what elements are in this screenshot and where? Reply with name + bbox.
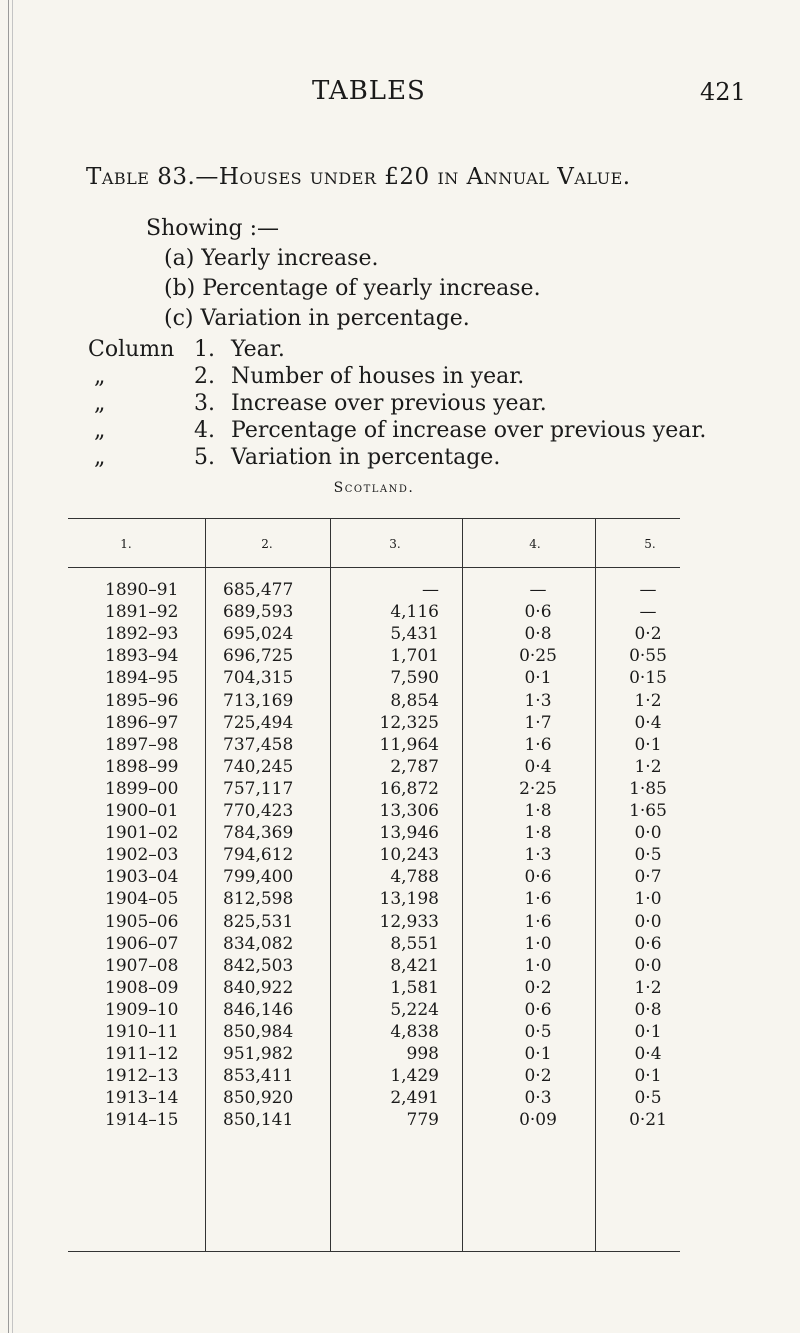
percent-increase-cell: 0·6 <box>524 999 552 1020</box>
houses-cell: 770,423 <box>223 801 294 821</box>
table-row <box>0 668 800 690</box>
table-row <box>0 1000 800 1022</box>
percent-increase-cell: 0·2 <box>524 977 552 998</box>
column-lead: Column <box>88 337 175 362</box>
increase-value: 5,224 <box>390 999 439 1020</box>
variation-cell: 0·5 <box>634 1088 662 1109</box>
houses-cell: 685,477 <box>223 580 294 600</box>
houses-cell: 850,984 <box>223 1022 294 1042</box>
year-cell: 1892–93 <box>105 624 179 645</box>
increase-value: 1,581 <box>390 977 439 998</box>
percent-increase-cell: 0·25 <box>519 646 557 667</box>
percent-increase-cell: 1·6 <box>524 911 552 932</box>
houses-cell: 799,400 <box>223 867 294 888</box>
column-legend-item <box>88 337 706 364</box>
increase-value: 4,788 <box>390 867 439 888</box>
table-row <box>0 1088 800 1110</box>
table-row <box>0 912 800 934</box>
year-cell: 1893–94 <box>105 646 179 667</box>
percent-increase-cell: 0·5 <box>524 1022 552 1042</box>
ditto-mark: „ <box>94 445 106 470</box>
column-header: 2. <box>261 537 273 551</box>
year-cell: 1890–91 <box>105 580 179 600</box>
houses-cell: 834,082 <box>223 933 294 954</box>
percent-increase-cell: 1·3 <box>524 845 552 866</box>
houses-cell: 757,117 <box>223 778 294 799</box>
column-legend <box>88 337 706 472</box>
table-row <box>0 580 800 602</box>
houses-cell: 737,458 <box>223 734 294 755</box>
percent-increase-cell: 1·3 <box>524 690 552 711</box>
table-bottom-rule <box>68 1251 680 1252</box>
variation-cell: 0·55 <box>629 646 667 667</box>
variation-cell: 0·0 <box>634 911 662 932</box>
column-legend-item <box>88 418 706 445</box>
percent-increase-cell: 2·25 <box>519 778 557 799</box>
year-cell: 1909–10 <box>105 999 179 1020</box>
percent-increase-cell: 0·1 <box>524 1044 552 1065</box>
table-top-rule <box>68 518 680 519</box>
column-description: Percentage of increase over previous year. <box>231 418 707 443</box>
increase-value: — <box>422 580 439 600</box>
houses-cell: 842,503 <box>223 955 294 976</box>
showing-list <box>146 214 541 334</box>
variation-cell: 0·1 <box>634 1066 662 1087</box>
table-row <box>0 646 800 668</box>
year-cell: 1914–15 <box>105 1110 179 1131</box>
percent-increase-cell: 1·6 <box>524 734 552 755</box>
column-legend-item <box>88 445 706 472</box>
variation-cell: 0·8 <box>634 999 662 1020</box>
variation-cell: 0·1 <box>634 1022 662 1042</box>
table-row <box>0 801 800 823</box>
variation-cell: 1·0 <box>634 889 662 910</box>
variation-cell: 0·0 <box>634 955 662 976</box>
year-cell: 1897–98 <box>105 734 179 755</box>
column-number: 2. <box>194 364 215 389</box>
variation-cell: — <box>639 602 657 623</box>
variation-cell: 0·4 <box>634 712 662 733</box>
year-cell: 1901–02 <box>105 823 179 844</box>
table-row <box>0 735 800 757</box>
variation-cell: — <box>639 580 657 600</box>
houses-cell: 812,598 <box>223 889 294 910</box>
houses-cell: 784,369 <box>223 823 294 844</box>
table-row <box>0 889 800 911</box>
column-header: 3. <box>389 537 401 551</box>
section-title: Scotland. <box>333 480 415 496</box>
year-cell: 1911–12 <box>105 1044 179 1065</box>
table-row <box>0 823 800 845</box>
increase-value: 12,933 <box>379 911 439 932</box>
increase-value: 1,701 <box>390 646 439 667</box>
houses-cell: 840,922 <box>223 977 294 998</box>
year-cell: 1902–03 <box>105 845 179 866</box>
year-cell: 1910–11 <box>105 1022 179 1042</box>
increase-value: 8,854 <box>390 690 439 711</box>
running-head: TABLES <box>312 76 426 106</box>
percent-increase-cell: 0·3 <box>524 1088 552 1109</box>
percent-increase-cell: 1·7 <box>524 712 552 733</box>
houses-cell: 846,146 <box>223 999 294 1020</box>
percent-increase-cell: 1·0 <box>524 955 552 976</box>
increase-value: 11,964 <box>379 734 439 755</box>
year-cell: 1898–99 <box>105 756 179 777</box>
variation-cell: 0·5 <box>634 845 662 866</box>
variation-cell: 0·7 <box>634 867 662 888</box>
increase-value: 13,198 <box>379 889 439 910</box>
increase-value: 8,551 <box>390 933 439 954</box>
showing-item: (c) Variation in percentage. <box>164 306 470 331</box>
column-description: Number of houses in year. <box>231 364 525 389</box>
column-number: 4. <box>194 418 215 443</box>
houses-cell: 695,024 <box>223 624 294 645</box>
variation-cell: 1·2 <box>634 756 662 777</box>
table-row <box>0 1022 800 1044</box>
table-row <box>0 602 800 624</box>
variation-cell: 1·65 <box>629 801 667 821</box>
variation-cell: 0·2 <box>634 624 662 645</box>
table-row <box>0 934 800 956</box>
variation-cell: 1·2 <box>634 977 662 998</box>
houses-cell: 689,593 <box>223 602 294 623</box>
year-cell: 1906–07 <box>105 933 179 954</box>
column-number: 5. <box>194 445 215 470</box>
houses-cell: 704,315 <box>223 668 294 689</box>
year-cell: 1908–09 <box>105 977 179 998</box>
increase-value: 13,946 <box>379 823 439 844</box>
column-number: 3. <box>194 391 215 416</box>
year-cell: 1899–00 <box>105 778 179 799</box>
variation-cell: 1·85 <box>629 778 667 799</box>
table-row <box>0 867 800 889</box>
percent-increase-cell: — <box>529 580 547 600</box>
column-header: 1. <box>120 537 132 551</box>
houses-cell: 850,920 <box>223 1088 294 1109</box>
year-cell: 1894–95 <box>105 668 179 689</box>
table-row <box>0 691 800 713</box>
increase-value: 998 <box>406 1044 439 1065</box>
houses-cell: 853,411 <box>223 1066 294 1087</box>
percent-increase-cell: 0·6 <box>524 867 552 888</box>
houses-cell: 725,494 <box>223 712 294 733</box>
year-cell: 1891–92 <box>105 602 179 623</box>
increase-value: 2,787 <box>390 756 439 777</box>
table-row <box>0 713 800 735</box>
percent-increase-cell: 0·4 <box>524 756 552 777</box>
table-row <box>0 1110 800 1132</box>
variation-cell: 0·0 <box>634 823 662 844</box>
increase-value: 7,590 <box>390 668 439 689</box>
variation-cell: 0·6 <box>634 933 662 954</box>
increase-value: 4,116 <box>390 602 439 623</box>
year-cell: 1913–14 <box>105 1088 179 1109</box>
year-cell: 1912–13 <box>105 1066 179 1087</box>
percent-increase-cell: 0·09 <box>519 1110 557 1131</box>
showing-label: Showing :— <box>146 216 280 241</box>
table-header-rule <box>68 567 680 568</box>
percent-increase-cell: 0·8 <box>524 624 552 645</box>
increase-value: 4,838 <box>390 1022 439 1042</box>
ditto-mark: „ <box>94 364 106 389</box>
table-row <box>0 757 800 779</box>
year-cell: 1896–97 <box>105 712 179 733</box>
column-header: 5. <box>644 537 656 551</box>
increase-value: 779 <box>406 1110 439 1131</box>
variation-cell: 0·15 <box>629 668 667 689</box>
column-header: 4. <box>529 537 541 551</box>
percent-increase-cell: 1·0 <box>524 933 552 954</box>
table-row <box>0 1044 800 1066</box>
increase-value: 5,431 <box>390 624 439 645</box>
ditto-mark: „ <box>94 418 106 443</box>
percent-increase-cell: 1·8 <box>524 823 552 844</box>
table-title: Table 83.—Houses under £20 in Annual Value. <box>86 164 631 190</box>
variation-cell: 0·4 <box>634 1044 662 1065</box>
percent-increase-cell: 0·6 <box>524 602 552 623</box>
increase-value: 10,243 <box>379 845 439 866</box>
percent-increase-cell: 1·6 <box>524 889 552 910</box>
increase-value: 12,325 <box>379 712 439 733</box>
table-row <box>0 956 800 978</box>
houses-cell: 740,245 <box>223 756 294 777</box>
increase-value: 1,429 <box>390 1066 439 1087</box>
increase-value: 8,421 <box>390 955 439 976</box>
year-cell: 1904–05 <box>105 889 179 910</box>
year-cell: 1905–06 <box>105 911 179 932</box>
increase-value: 2,491 <box>390 1088 439 1109</box>
showing-item: (b) Percentage of yearly increase. <box>164 276 541 301</box>
percent-increase-cell: 0·1 <box>524 668 552 689</box>
year-cell: 1903–04 <box>105 867 179 888</box>
column-description: Year. <box>231 337 285 362</box>
column-number: 1. <box>194 337 215 362</box>
showing-item: (a) Yearly increase. <box>164 246 379 271</box>
year-cell: 1907–08 <box>105 955 179 976</box>
percent-increase-cell: 1·8 <box>524 801 552 821</box>
houses-cell: 713,169 <box>223 690 294 711</box>
variation-cell: 0·21 <box>629 1110 667 1131</box>
column-legend-item <box>88 364 706 391</box>
table-row <box>0 779 800 801</box>
percent-increase-cell: 0·2 <box>524 1066 552 1087</box>
column-legend-item <box>88 391 706 418</box>
year-cell: 1895–96 <box>105 690 179 711</box>
table-row <box>0 845 800 867</box>
table-row <box>0 624 800 646</box>
column-description: Variation in percentage. <box>231 445 501 470</box>
table-row <box>0 1066 800 1088</box>
variation-cell: 1·2 <box>634 690 662 711</box>
year-cell: 1900–01 <box>105 801 179 821</box>
increase-value: 13,306 <box>379 801 439 821</box>
increase-value: 16,872 <box>379 778 439 799</box>
houses-cell: 696,725 <box>223 646 294 667</box>
ditto-mark: „ <box>94 391 106 416</box>
column-description: Increase over previous year. <box>231 391 547 416</box>
table-row <box>0 978 800 1000</box>
page-number: 421 <box>700 78 746 106</box>
houses-cell: 951,982 <box>223 1044 294 1065</box>
houses-cell: 850,141 <box>223 1110 294 1131</box>
houses-cell: 825,531 <box>223 911 294 932</box>
houses-cell: 794,612 <box>223 845 294 866</box>
variation-cell: 0·1 <box>634 734 662 755</box>
